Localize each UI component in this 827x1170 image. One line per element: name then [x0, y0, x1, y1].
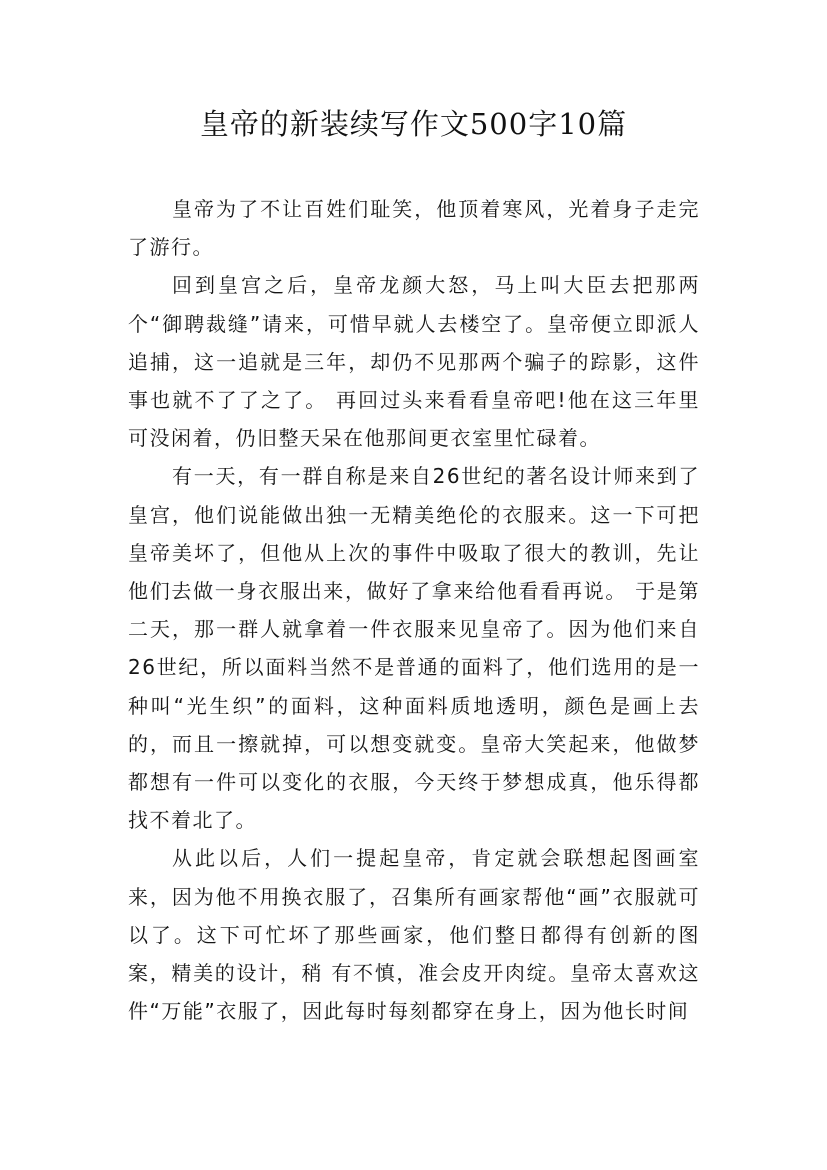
- paragraph-3: 有一天，有一群自称是来自26世纪的著名设计师来到了皇宫，他们说能做出独一无精美绝伦的衣服来。这一下可把皇帝美坏了，但他从上次的事件中吸取了很大的教训，先让他们去做一身衣服出来，做好了拿来给他看看再说。 于是第二天，那一群人就拿着一件衣服来见皇帝了。因为他们来自26世纪，所以面料当然不是普通的面料了，他们选用的是一种叫“光生织”的面料，这种面料质地透明，颜色是画上去的，而且一擦就掉，可以想变就变。皇帝大笑起来，他做梦都想有一件可以变化的衣服，今天终于梦想成真，他乐得都找不着北了。: [128, 464, 700, 833]
- paragraph-4: 从此以后，人们一提起皇帝，肯定就会联想起图画室来，因为他不用换衣服了，召集所有画家帮他“画”衣服就可以了。这下可忙坏了那些画家，他们整日都得有创新的图案，精美的设计，稍 有不慎，准会皮开肉绽。皇帝太喜欢这件“万能”衣服了，因此每时每刻都穿在身上，因为他长时间: [128, 846, 700, 1024]
- paragraph-2: 回到皇宫之后，皇帝龙颜大怒，马上叫大臣去把那两个“御聘裁缝”请来，可惜早就人去楼空了。皇帝便立即派人追捕，这一追就是三年，却仍不见那两个骗子的踪影，这件事也就不了了之了。 再回过头来看看皇帝吧!他在这三年里可没闲着，仍旧整天呆在他那间更衣室里忙碌着。: [128, 273, 700, 451]
- document-title: 皇帝的新装续写作文500字10篇: [199, 107, 628, 141]
- paragraph-1: 皇帝为了不让百姓们耻笑，他顶着寒风，光着身子走完了游行。: [128, 197, 700, 260]
- document-body: [128, 190, 700, 1030]
